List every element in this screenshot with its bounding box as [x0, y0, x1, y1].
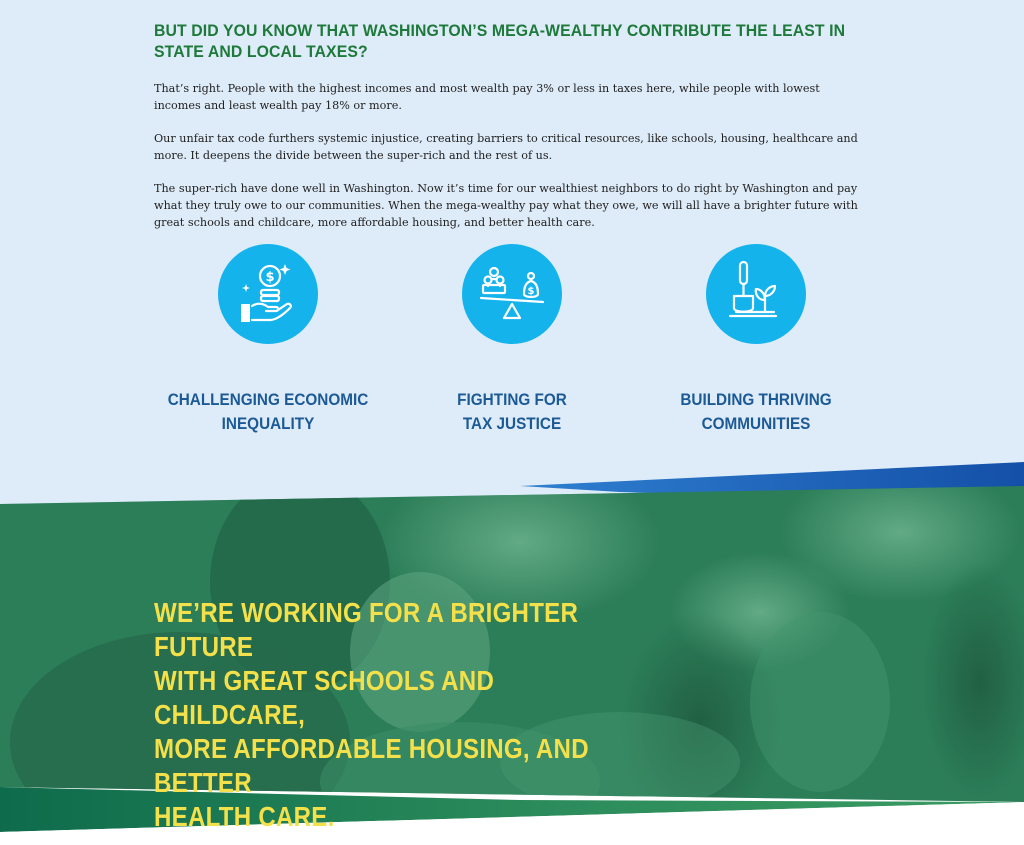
- feature-title-line1: FIGHTING FOR: [457, 390, 567, 409]
- hero-line4: HEALTH CARE.: [154, 801, 335, 832]
- hand-coins-icon: [232, 258, 304, 330]
- feature-circle: [218, 244, 318, 344]
- feature-economic-inequality: [138, 244, 398, 436]
- feature-circle: [462, 244, 562, 344]
- feature-title-line1: BUILDING THRIVING: [680, 390, 832, 409]
- intro-paragraph-1: That’s right. People with the highest incomes and most wealth pay 3% or less in taxes here, while people with lowest incomes and least wealth pay 18% or more.: [154, 82, 820, 112]
- feature-title: [151, 388, 385, 436]
- hero-line3: MORE AFFORDABLE HOUSING, AND BETTER: [154, 733, 589, 798]
- intro-headline: BUT DID YOU KNOW THAT WASHINGTON’S MEGA-WEALTHY CONTRIBUTE THE LEAST IN STATE AND LOCAL TAXES?: [154, 21, 846, 61]
- balance-scale-icon: [476, 258, 548, 330]
- intro-paragraph-2: Our unfair tax code furthers systemic injustice, creating barriers to critical resources, like schools, housing, healthcare and more. It deepens the divide between the super-rich and the rest of us.: [154, 132, 858, 162]
- intro-content: [154, 20, 870, 231]
- hero-banner: [0, 462, 1024, 845]
- shovel-plant-icon: [720, 258, 792, 330]
- feature-title-line1: CHALLENGING ECONOMIC: [167, 390, 369, 409]
- feature-title: [639, 388, 873, 436]
- svg-text:$: $: [527, 286, 535, 297]
- feature-title: [395, 388, 629, 436]
- feature-row: [0, 244, 1024, 444]
- feature-thriving-communities: [626, 244, 886, 436]
- feature-title-line2: INEQUALITY: [221, 414, 315, 433]
- hero-line2: WITH GREAT SCHOOLS AND CHILDCARE,: [154, 665, 495, 730]
- feature-circle: [706, 244, 806, 344]
- svg-text:$: $: [265, 270, 275, 285]
- feature-tax-justice: [382, 244, 642, 436]
- intro-paragraph-3: The super-rich have done well in Washington. Now it’s time for our wealthiest neighbors to do right by Washington and pay what they truly owe to our communities. When the mega-wealthy pay what they owe, we will all have a brighter future with great schools and childcare, more affordable housing, and better health care.: [154, 182, 858, 229]
- hero-headline: [154, 596, 601, 834]
- feature-title-line2: COMMUNITIES: [701, 414, 811, 433]
- hero-line1: WE’RE WORKING FOR A BRIGHTER FUTURE: [154, 597, 579, 662]
- feature-title-line2: TAX JUSTICE: [462, 414, 562, 433]
